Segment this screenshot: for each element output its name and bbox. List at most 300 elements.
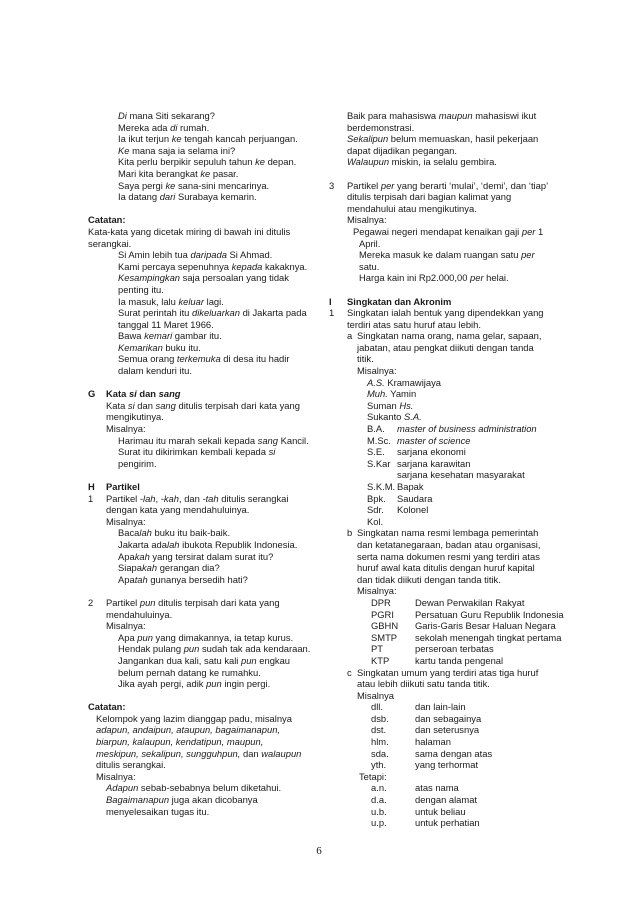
text-run: si [268, 446, 276, 458]
text-run: Kita perlu berpikir sepuluh tahun [118, 156, 256, 168]
text-run: Harimau itu marah sekali kepada [118, 434, 258, 446]
line-text [371, 597, 524, 609]
text-line [329, 504, 569, 516]
text-run: si [128, 388, 137, 400]
line-text [106, 504, 249, 516]
text-line [329, 446, 569, 458]
abbreviation: a.n. [371, 782, 387, 794]
text-run: Siapa [118, 562, 142, 574]
line-text [367, 423, 537, 435]
text-line [88, 551, 323, 563]
paragraph-gap [88, 585, 323, 597]
text-run: -tah [202, 492, 219, 504]
text-line [88, 446, 323, 458]
text-run: Kata [106, 399, 128, 411]
line-text [106, 620, 146, 632]
text-line [88, 481, 323, 493]
text-line [329, 597, 569, 609]
text-run: Yamin [387, 388, 417, 400]
abbreviation: PT [371, 643, 383, 655]
text-run: engkau [256, 654, 291, 666]
text-line [329, 632, 569, 644]
text-run: pun [241, 654, 257, 666]
line-text [118, 272, 289, 284]
text-line [88, 771, 323, 783]
text-line [88, 342, 323, 354]
list-marker: G [88, 388, 96, 400]
line-text [118, 296, 224, 308]
line-text [96, 713, 292, 725]
text-line [329, 516, 569, 528]
line-text [357, 551, 540, 563]
text-run: dalam kenduri itu. [118, 365, 192, 377]
line-text [118, 574, 248, 586]
text-line [88, 226, 323, 238]
text-line [329, 562, 569, 574]
text-run: lah [167, 538, 180, 550]
text-run: Bawa [118, 330, 145, 342]
text-run: Jakarta ada [118, 538, 167, 550]
abbreviation: Bpk. [367, 492, 386, 504]
text-run: serangkai. [88, 237, 132, 249]
text-line [329, 620, 569, 632]
text-run: kah [141, 562, 158, 574]
text-line [88, 748, 323, 760]
text-run: juga akan dicobanya [169, 794, 258, 806]
abbreviation: S.Kar [367, 457, 391, 469]
text-line [329, 771, 569, 783]
text-run: ditulis terpisah dari bagian kalimat yang [347, 191, 512, 203]
line-text [367, 481, 424, 493]
text-run: sarjana kesehatan masyarakat [397, 469, 525, 481]
text-run: dan ketatanegaraan, badan atau organisasi, [357, 538, 541, 550]
abbreviation: sda. [371, 747, 389, 759]
text-line [329, 458, 569, 470]
paragraph-gap [88, 690, 323, 702]
text-line [329, 435, 569, 447]
abbreviation-meaning: Saudara [397, 492, 433, 504]
text-run: biarpun, kalaupun, kendatipun, maupun, [96, 736, 264, 748]
line-text [106, 516, 146, 528]
text-line [329, 574, 569, 586]
abbreviation-meaning: halaman [415, 736, 451, 748]
line-text [106, 597, 280, 609]
line-text [88, 238, 131, 250]
line-text [357, 690, 394, 702]
text-run: Singkatan nama resmi lembaga pemerintah [357, 527, 539, 539]
line-text [118, 678, 270, 690]
text-run: meskipun, sekalipun, sungguhpun, [96, 747, 241, 759]
text-line [88, 493, 323, 505]
line-text [371, 759, 478, 771]
line-text [347, 156, 497, 168]
text-line [88, 249, 323, 261]
text-run: dan [136, 388, 159, 400]
abbreviation-meaning: master of business administration [397, 423, 537, 435]
text-run: Semua orang [118, 353, 177, 365]
text-run: Partikel [347, 179, 381, 191]
text-run: Hendak pulang [118, 643, 184, 655]
line-text [371, 736, 451, 748]
abbreviation: PGRI [371, 608, 394, 620]
text-run: Singkatan nama orang, nama gelar, sapaan, [357, 330, 542, 342]
text-line [329, 191, 569, 203]
text-run: sana-sini mencarinya. [175, 179, 270, 191]
line-text [357, 365, 397, 377]
text-line [329, 551, 569, 563]
line-text [367, 446, 466, 458]
list-marker: 1 [88, 492, 94, 504]
text-line [329, 156, 569, 168]
text-line [329, 469, 569, 481]
text-run: Mereka masuk ke dalam ruangan satu [359, 249, 522, 261]
text-line [88, 353, 323, 365]
text-run: dan [134, 399, 156, 411]
text-line [329, 724, 569, 736]
text-run: Jika ayah pergi, adik [118, 678, 207, 690]
text-run: mendahului atau mengikutinya. [347, 202, 477, 214]
abbreviation: GBHN [371, 620, 399, 632]
text-run: Misalnya: [96, 770, 136, 782]
text-run: Singkatan dan Akronim [347, 295, 452, 307]
text-line [329, 214, 569, 226]
text-line [329, 655, 569, 667]
line-text [347, 319, 481, 331]
text-line [329, 736, 569, 748]
text-run: yang dimakannya, ia tetap kurus. [152, 631, 294, 643]
line-text [96, 736, 263, 748]
line-text [118, 655, 290, 667]
text-line [88, 667, 323, 679]
text-line [88, 214, 323, 226]
text-run: Baca [118, 527, 140, 539]
text-line [88, 110, 323, 122]
text-run: pun [183, 643, 200, 655]
text-run: Harga kain ini Rp2.000,00 [359, 272, 471, 284]
text-line [329, 238, 569, 250]
text-line [329, 748, 569, 760]
line-text [106, 609, 172, 621]
line-text [357, 678, 490, 690]
text-line [88, 191, 323, 203]
text-line [88, 782, 323, 794]
line-text [359, 771, 387, 783]
line-text [371, 609, 564, 621]
line-text [96, 724, 280, 736]
text-run: Pegawai negeri mendapat kenaikan gaji [353, 225, 522, 237]
text-line [329, 226, 569, 238]
line-text [118, 284, 164, 296]
line-text [118, 168, 238, 180]
text-line [88, 701, 323, 713]
text-run: gerangan dia? [157, 562, 220, 574]
text-line [88, 539, 323, 551]
text-line [88, 284, 323, 296]
text-run: Surat itu dikirimkan kembali kepada [118, 446, 269, 458]
abbreviation: hlm. [371, 736, 389, 748]
line-text [118, 446, 275, 458]
text-run: terdiri atas satu huruf atau lebih. [347, 318, 481, 330]
text-run: helai. [483, 272, 509, 284]
text-run: tanggal 11 Maret 1966. [118, 318, 214, 330]
line-text [106, 782, 281, 794]
line-text [347, 296, 451, 308]
text-run: A.S. [367, 376, 385, 388]
text-run: mengikutinya. [106, 411, 164, 423]
line-text [106, 481, 140, 493]
text-run: -kah [160, 492, 179, 504]
list-marker: 1 [329, 307, 335, 319]
line-text [397, 469, 525, 481]
line-text [359, 272, 509, 284]
text-run: 1 [535, 225, 544, 237]
abbreviation-meaning: Dewan Perwakilan Rakyat [415, 596, 525, 608]
page-number: 6 [316, 845, 322, 857]
line-text [357, 353, 374, 365]
abbreviation-meaning: dan sebagainya [415, 712, 482, 724]
abbreviation: u.p. [371, 817, 387, 829]
text-run: per [470, 272, 484, 284]
text-run: Misalnya: [347, 214, 387, 226]
text-line [88, 632, 323, 644]
text-line [88, 516, 323, 528]
line-text [118, 365, 192, 377]
text-line [329, 527, 569, 539]
text-run: di [170, 121, 178, 133]
text-line [329, 296, 569, 308]
paragraph-gap [329, 168, 569, 180]
list-marker: c [347, 666, 352, 678]
text-line [88, 145, 323, 157]
text-run: satu. [359, 260, 380, 272]
line-text [118, 133, 298, 145]
text-line [329, 388, 569, 400]
text-run: Tetapi: [359, 770, 387, 782]
text-line [329, 203, 569, 215]
line-text [106, 411, 164, 423]
line-text [347, 307, 544, 319]
text-line [329, 411, 569, 423]
text-line [329, 759, 569, 771]
text-run: , [155, 492, 161, 504]
line-text [367, 400, 413, 412]
text-run: Hs. [399, 399, 414, 411]
text-line [88, 736, 323, 748]
text-run: Si Amin lebih tua [118, 249, 191, 261]
text-line [329, 481, 569, 493]
text-run: Sukanto [367, 411, 405, 423]
text-run: daripada [190, 249, 227, 261]
line-text [88, 214, 126, 226]
line-text [367, 458, 470, 470]
abbreviation: M.Sc. [367, 434, 391, 446]
text-run: jabatan, atau pengkat diikuti dengan tanda [357, 341, 534, 353]
text-run: Suman [367, 399, 400, 411]
text-run: di Jakarta pada [239, 307, 307, 319]
line-text [371, 701, 466, 713]
text-run: per [380, 179, 395, 191]
text-line [88, 423, 323, 435]
line-text [118, 330, 222, 342]
abbreviation: DPR [371, 596, 391, 608]
text-run: si [127, 399, 135, 411]
text-run: Partikel [106, 596, 140, 608]
text-run: Misalnya: [106, 423, 146, 435]
abbreviation: u.b. [371, 805, 387, 817]
abbreviation-meaning: atas nama [415, 782, 459, 794]
text-line [329, 678, 569, 690]
text-run: Misalnya [357, 689, 394, 701]
line-text [359, 249, 535, 261]
abbreviation: dsb. [371, 712, 389, 724]
text-line [88, 133, 323, 145]
text-line [329, 261, 569, 273]
text-run: kemari [144, 330, 173, 342]
abbreviation-meaning: kartu tanda pengenal [415, 654, 504, 666]
text-line [88, 806, 323, 818]
text-run: Ia datang [118, 191, 160, 203]
line-text [347, 180, 548, 192]
text-run: pasar. [210, 167, 239, 179]
text-line [329, 133, 569, 145]
abbreviation-meaning: dan seterusnya [415, 724, 480, 736]
abbreviation-meaning: sarjana karawitan [397, 457, 471, 469]
line-text [371, 748, 492, 760]
text-run: serta nama dokumen resmi yang terdiri atas [357, 550, 540, 562]
text-run: mendahuluinya. [106, 608, 173, 620]
text-line [88, 330, 323, 342]
text-run: Mereka ada [118, 121, 171, 133]
text-run: pun [137, 631, 153, 643]
text-run: mahasiswi ikut [472, 110, 537, 121]
text-line [329, 307, 569, 319]
abbreviation-meaning: sama dengan atas [415, 747, 493, 759]
line-text [367, 516, 383, 528]
line-text [118, 145, 235, 157]
text-run: Kelompok yang lazim dianggap padu, misalnya [96, 712, 292, 724]
text-run: Catatan: [88, 214, 126, 226]
text-line [329, 249, 569, 261]
line-text [371, 643, 494, 655]
text-line [88, 458, 323, 470]
text-run: Singkatan ialah bentuk yang dipendekkan yang [347, 307, 544, 319]
text-run: sebab-sebabnya belum diketahui. [138, 782, 282, 794]
text-line [88, 713, 323, 725]
text-line [88, 504, 323, 516]
text-line [329, 180, 569, 192]
line-text [371, 632, 561, 644]
line-text [106, 400, 300, 412]
text-line [88, 388, 323, 400]
text-run: dan tidak diikuti dengan tanda titik. [357, 573, 501, 585]
abbreviation-meaning: yang terhormat [415, 759, 479, 771]
text-run: S.A. [404, 411, 422, 423]
abbreviation-meaning: master of science [397, 434, 471, 446]
text-line [329, 609, 569, 621]
text-line [329, 145, 569, 157]
line-text [347, 110, 536, 122]
paragraph-gap [329, 284, 569, 296]
text-run: ditulis serangkai [218, 492, 289, 504]
text-line [329, 667, 569, 679]
line-text [118, 180, 269, 192]
text-line [329, 782, 569, 794]
text-line [88, 597, 323, 609]
abbreviation-meaning: Persatuan Guru Republik Indonesia [415, 608, 564, 620]
text-run: saja persoalan yang tidak [180, 272, 289, 284]
text-run: sang [155, 399, 176, 411]
text-run: sudah tak ada kendaraan. [199, 643, 311, 655]
line-text [357, 667, 538, 679]
text-run: per [521, 249, 535, 261]
text-run: Mari kita berangkat [118, 167, 201, 179]
line-text [106, 794, 258, 806]
text-run: dari [159, 191, 176, 203]
text-run: tengah kancah perjuangan. [181, 133, 298, 145]
text-line [329, 701, 569, 713]
text-run: dan [240, 747, 262, 759]
text-run: pun [139, 596, 156, 608]
abbreviation-meaning: untuk perhatian [415, 817, 480, 829]
text-line [88, 643, 323, 655]
line-text [367, 411, 422, 423]
line-text [88, 226, 290, 238]
text-run: Apa [118, 631, 138, 643]
text-run: Kata [106, 388, 129, 400]
list-marker: a [347, 330, 353, 342]
text-line [88, 272, 323, 284]
line-text [371, 794, 477, 806]
text-run: Ia masuk, lalu [118, 295, 179, 307]
line-text [118, 249, 272, 261]
text-line [88, 400, 323, 412]
text-run: -lah [139, 492, 156, 504]
text-run: ditulis terpisah dari kata yang [175, 399, 300, 411]
abbreviation-meaning: untuk beliau [415, 805, 466, 817]
text-run: Sekalipun [347, 133, 389, 145]
text-run: pengirim. [118, 457, 157, 469]
text-run: Muh. [367, 388, 388, 400]
text-run: Adapun [106, 782, 139, 794]
line-text [367, 504, 428, 516]
abbreviation: S.K.M. [367, 481, 396, 492]
text-run: miskin, ia selalu gembira. [389, 156, 497, 168]
text-run: di desa itu hadir [220, 353, 290, 365]
text-line [88, 307, 323, 319]
text-run: tah [134, 573, 148, 585]
text-run: Kol. [367, 515, 384, 527]
text-run: maupun [438, 110, 473, 121]
text-line [329, 319, 569, 331]
abbreviation: dst. [371, 724, 387, 736]
text-line [88, 562, 323, 574]
line-text [106, 388, 181, 400]
text-run: Misalnya: [357, 585, 397, 597]
text-run: ke [171, 133, 182, 145]
text-line [329, 272, 569, 284]
text-line [88, 296, 323, 308]
text-run: ke [200, 167, 211, 179]
text-run: gunanya bersedih hati? [147, 573, 248, 585]
text-run: Surat perintah itu [118, 307, 193, 319]
text-line [88, 527, 323, 539]
line-text [118, 110, 215, 122]
line-text [118, 435, 309, 447]
text-run: Si Ahmad. [226, 249, 273, 261]
text-run: yang tersirat dalam surat itu? [149, 550, 274, 562]
text-run: terkemuka [176, 353, 221, 365]
line-text [359, 261, 379, 273]
